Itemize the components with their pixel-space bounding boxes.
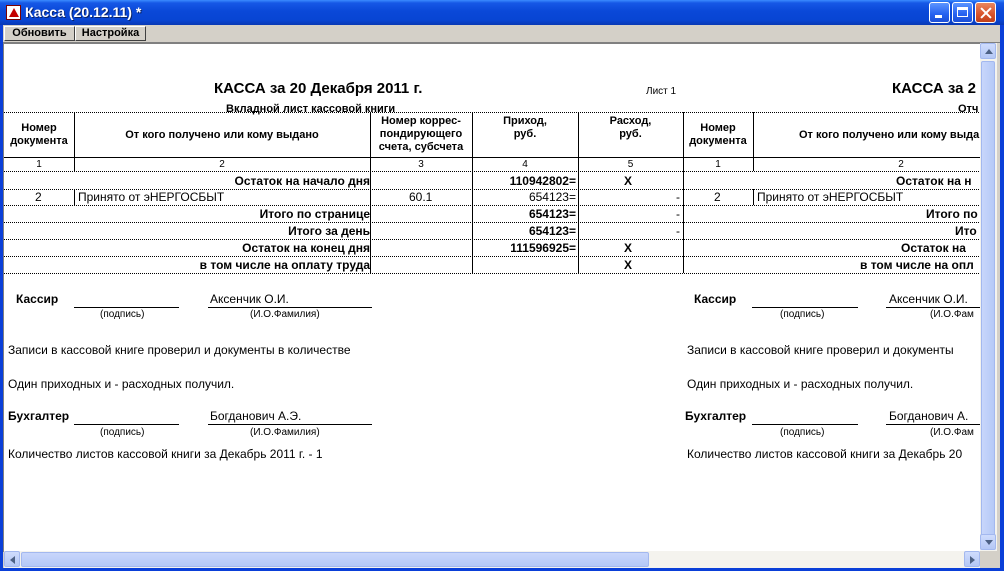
chevron-up-icon (985, 49, 993, 54)
closing-balance-label: Остаток на конец дня (242, 241, 370, 255)
cashier-name-right: Аксенчик О.И. (889, 292, 968, 306)
opening-balance-expense: X (624, 174, 633, 188)
salary-expense: X (624, 258, 633, 272)
col-number: 4 (522, 159, 528, 170)
page-total-label: Итого по странице (259, 207, 370, 221)
accountant-label-right: Бухгалтер (685, 409, 747, 423)
col-number: 1 (36, 159, 42, 170)
day-total-right: Ито (955, 224, 977, 238)
scroll-right-button[interactable] (964, 551, 980, 567)
entry-description: Принято от эНЕРГОСБЫТ (78, 190, 225, 204)
accountant-signature-line-right (752, 424, 858, 425)
vertical-scrollbar[interactable] (980, 43, 997, 551)
opening-balance-income: 110942802= (509, 174, 576, 188)
cashier-signature-line-right (752, 307, 858, 308)
header-doc-number (4, 122, 74, 148)
table-line (4, 205, 981, 206)
close-button[interactable] (975, 2, 996, 23)
cashier-signature-line (74, 307, 179, 308)
checked-text-right: Записи в кассовой книге проверил и документы (687, 343, 954, 357)
app-icon (6, 5, 21, 20)
maximize-button[interactable] (952, 2, 973, 23)
report-title-right: КАССА за 2 (892, 80, 977, 97)
header-line: руб. (619, 128, 642, 140)
header-from-to: От кого получено или кому выдано (125, 129, 319, 141)
table-vline (753, 189, 754, 205)
closing-balance-expense: X (624, 241, 633, 255)
page-total-income: 654123= (528, 207, 576, 221)
closing-balance-right: Остаток на (901, 241, 966, 255)
col-number: 2 (219, 159, 225, 170)
report-title: КАССА за 20 Декабря 2011 г. (214, 80, 423, 97)
salary-right: в том числе на опл (860, 258, 974, 272)
size-grip[interactable] (980, 551, 997, 568)
scroll-down-button[interactable] (980, 534, 996, 550)
header-line: Номер (700, 122, 736, 134)
day-total-income: 654123= (528, 224, 576, 238)
signature-caption-right: (подпись) (780, 427, 825, 438)
day-total-expense: - (676, 224, 680, 238)
table-vline (370, 171, 371, 273)
header-income (472, 115, 578, 141)
cashier-name-line (208, 307, 372, 308)
header-line: пондирующего (379, 128, 463, 140)
signature-caption: (подпись) (100, 309, 145, 320)
chevron-right-icon (970, 556, 975, 564)
table-vline (74, 189, 75, 205)
table-line (4, 222, 981, 223)
header-from-to-right: От кого получено или кому выда (799, 129, 980, 141)
horizontal-scroll-thumb[interactable] (21, 552, 649, 567)
header-line: документа (689, 135, 747, 147)
fio-caption: (И.О.Фамилия) (250, 427, 320, 438)
entry-doc-number-right: 2 (714, 190, 721, 204)
header-line: Номер (21, 122, 57, 134)
header-line: документа (10, 135, 68, 147)
accountant-name-line-right (886, 424, 981, 425)
table-top-line (4, 112, 981, 113)
col-number: 2 (898, 159, 904, 170)
vertical-scroll-thumb[interactable] (981, 61, 995, 549)
horizontal-scrollbar[interactable] (4, 551, 980, 568)
cashier-label: Кассир (16, 292, 59, 306)
day-total-label: Итого за день (288, 224, 370, 238)
header-line: руб. (513, 128, 537, 140)
fio-caption: (И.О.Фамилия) (250, 309, 320, 320)
entry-expense: - (676, 190, 680, 204)
report-subtitle-right: Отч (958, 103, 979, 115)
opening-balance-label: Остаток на начало дня (234, 174, 370, 188)
cashier-name: Аксенчик О.И. (210, 292, 289, 306)
refresh-button[interactable]: Обновить (4, 26, 75, 41)
page-total-right: Итого по (926, 207, 978, 221)
client-area (3, 25, 1000, 568)
header-line: Номер коррес- (381, 115, 461, 127)
salary-label: в том числе на оплату труда (199, 258, 370, 272)
fio-caption-right: (И.О.Фам (930, 427, 974, 438)
sheets-count-text: Количество листов кассовой книги за Декабрь 2011 г. - 1 (8, 447, 323, 461)
accountant-label: Бухгалтер (8, 409, 70, 423)
table-line (4, 239, 981, 240)
received-text: Один приходных и - расходных получил. (8, 377, 235, 391)
entry-doc-number: 2 (35, 190, 42, 204)
checked-text: Записи в кассовой книге проверил и документы в количестве (8, 343, 351, 357)
chevron-down-icon (985, 540, 993, 545)
entry-description-right: Принято от эНЕРГОСБЫТ (757, 190, 904, 204)
title-bar[interactable] (0, 0, 1004, 25)
minimize-button[interactable] (929, 2, 950, 23)
col-number: 3 (418, 159, 424, 170)
cashier-label-right: Кассир (694, 292, 737, 306)
header-doc-number-right (683, 122, 753, 148)
sheets-count-text-right: Количество листов кассовой книги за Декабрь 20 (687, 447, 963, 461)
window-title: Касса (20.12.11) * (25, 4, 142, 20)
table-line (4, 171, 981, 172)
entry-account: 60.1 (409, 190, 433, 204)
received-text-right: Один приходных и - расходных получил. (687, 377, 914, 391)
sheet-label: Лист 1 (646, 86, 677, 97)
closing-balance-income: 111596925= (510, 241, 576, 255)
table-line (4, 273, 981, 274)
signature-caption: (подпись) (100, 427, 145, 438)
header-expense (578, 115, 683, 141)
chevron-left-icon (10, 556, 15, 564)
header-line: Приход, (503, 115, 547, 127)
signature-caption-right: (подпись) (780, 309, 825, 320)
entry-income: 654123= (528, 190, 576, 204)
opening-balance-right: Остаток на н (896, 174, 972, 188)
scroll-left-button[interactable] (4, 551, 20, 567)
accountant-name-right: Богданович А. (889, 409, 969, 423)
report-view[interactable] (3, 43, 981, 552)
accountant-name-line (208, 424, 372, 425)
header-account (370, 115, 472, 154)
header-line: счета, субсчета (378, 141, 464, 153)
fio-caption-right: (И.О.Фам (930, 309, 974, 320)
settings-button[interactable]: Настройка (75, 26, 146, 41)
col-number: 1 (715, 159, 721, 170)
col-number: 5 (627, 159, 634, 170)
table-line (4, 256, 981, 257)
accountant-name: Богданович А.Э. (210, 409, 302, 423)
cashier-name-line-right (886, 307, 981, 308)
header-line: Расход, (609, 115, 652, 127)
page-total-expense: - (676, 207, 680, 221)
toolbar (3, 25, 1000, 43)
scroll-up-button[interactable] (980, 43, 996, 59)
report-subtitle: Вкладной лист кассовой книги (226, 103, 396, 115)
accountant-signature-line (74, 424, 179, 425)
